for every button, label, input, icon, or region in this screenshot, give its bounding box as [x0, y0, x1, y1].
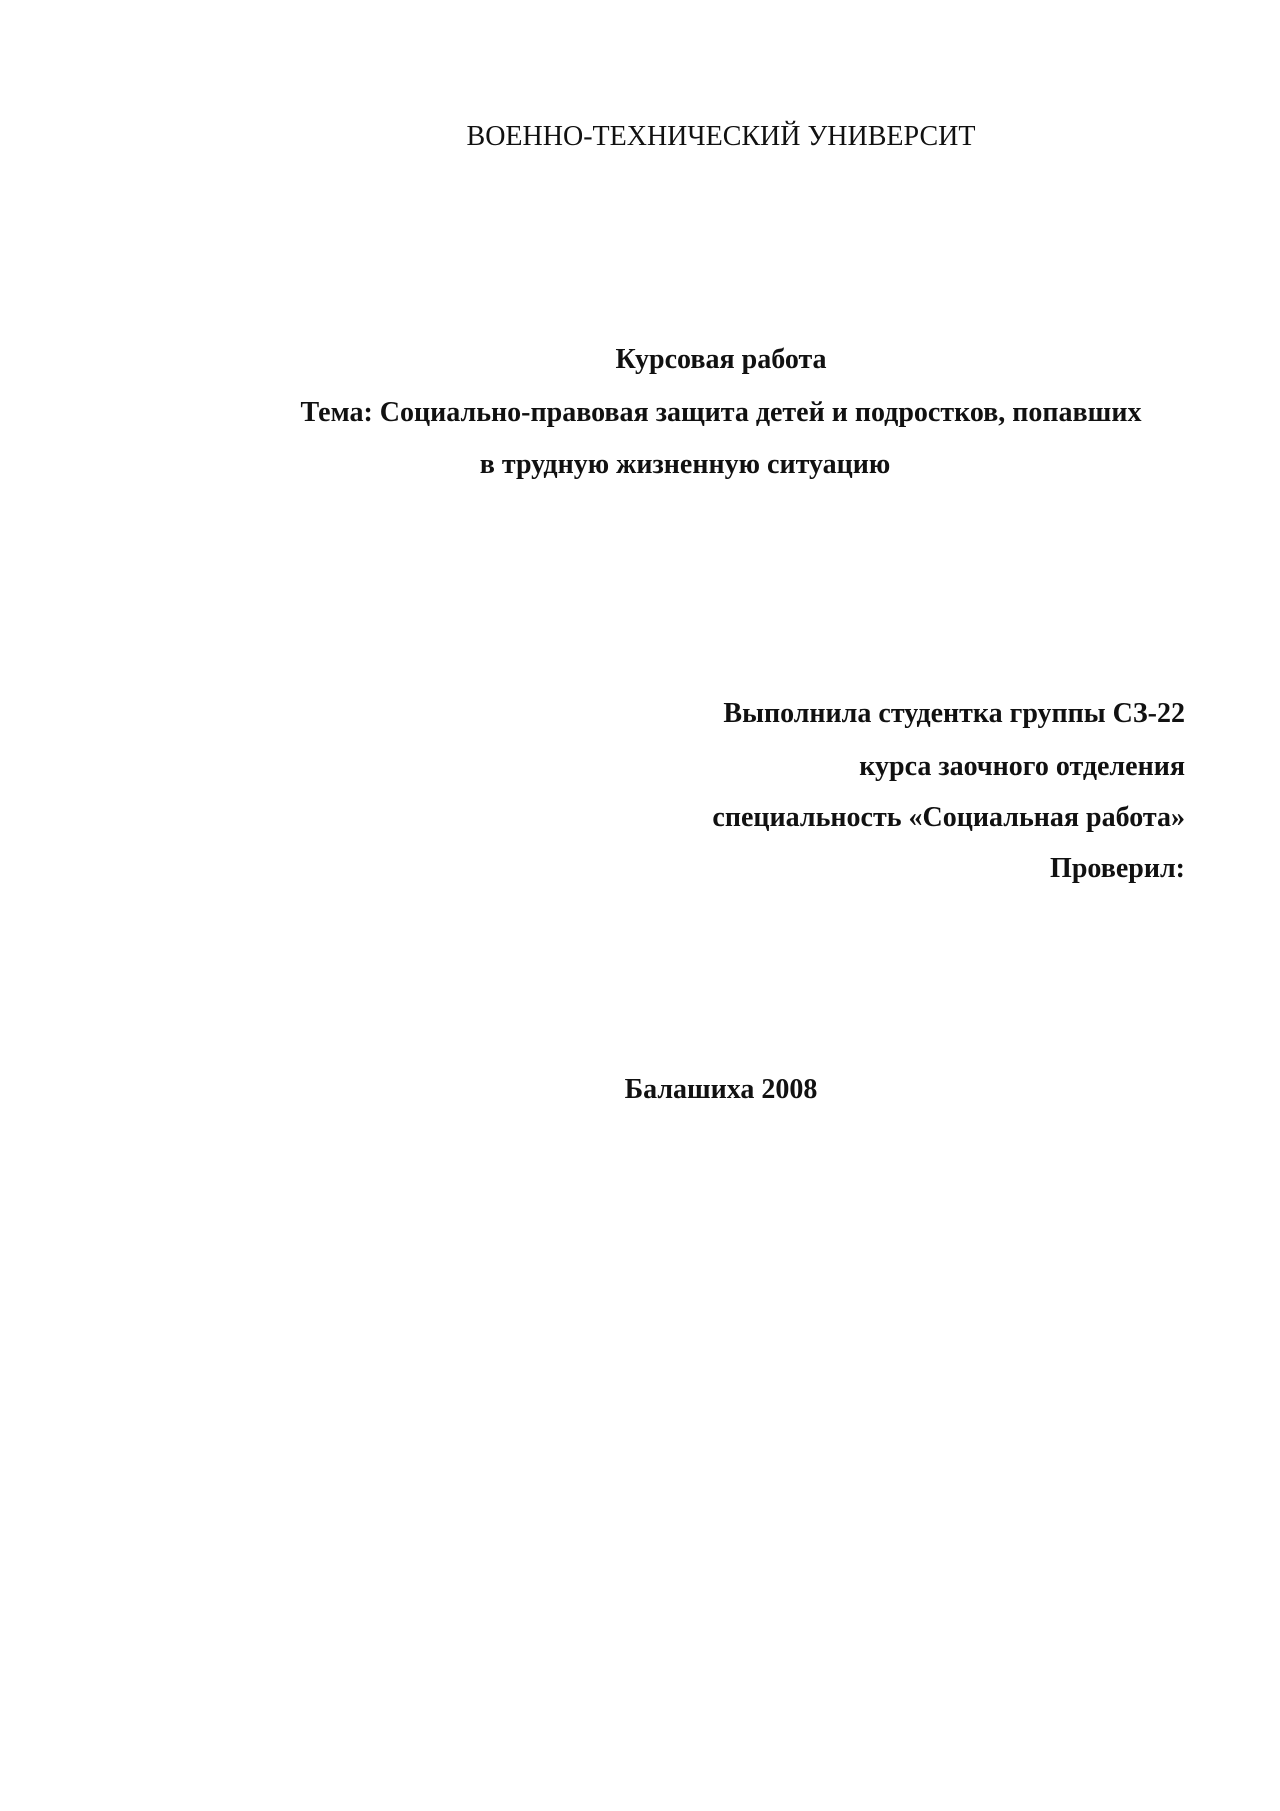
checked-by-label: Проверил: [1050, 853, 1185, 884]
student-course: курса заочного отделения [859, 751, 1185, 782]
work-type-heading: Курсовая работа [615, 344, 827, 375]
university-name: ВОЕННО-ТЕХНИЧЕСКИЙ УНИВЕРСИТ [466, 121, 976, 152]
theme-title-line-2: в трудную жизненную ситуацию [479, 449, 891, 480]
student-performed-by: Выполнила студентка группы СЗ-22 [723, 698, 1185, 729]
theme-title-line-1: Тема: Социально-правовая защита детей и подростков, попавших [300, 397, 1142, 428]
student-specialty: специальность «Социальная работа» [712, 802, 1185, 833]
city-and-year: Балашиха 2008 [624, 1074, 818, 1105]
